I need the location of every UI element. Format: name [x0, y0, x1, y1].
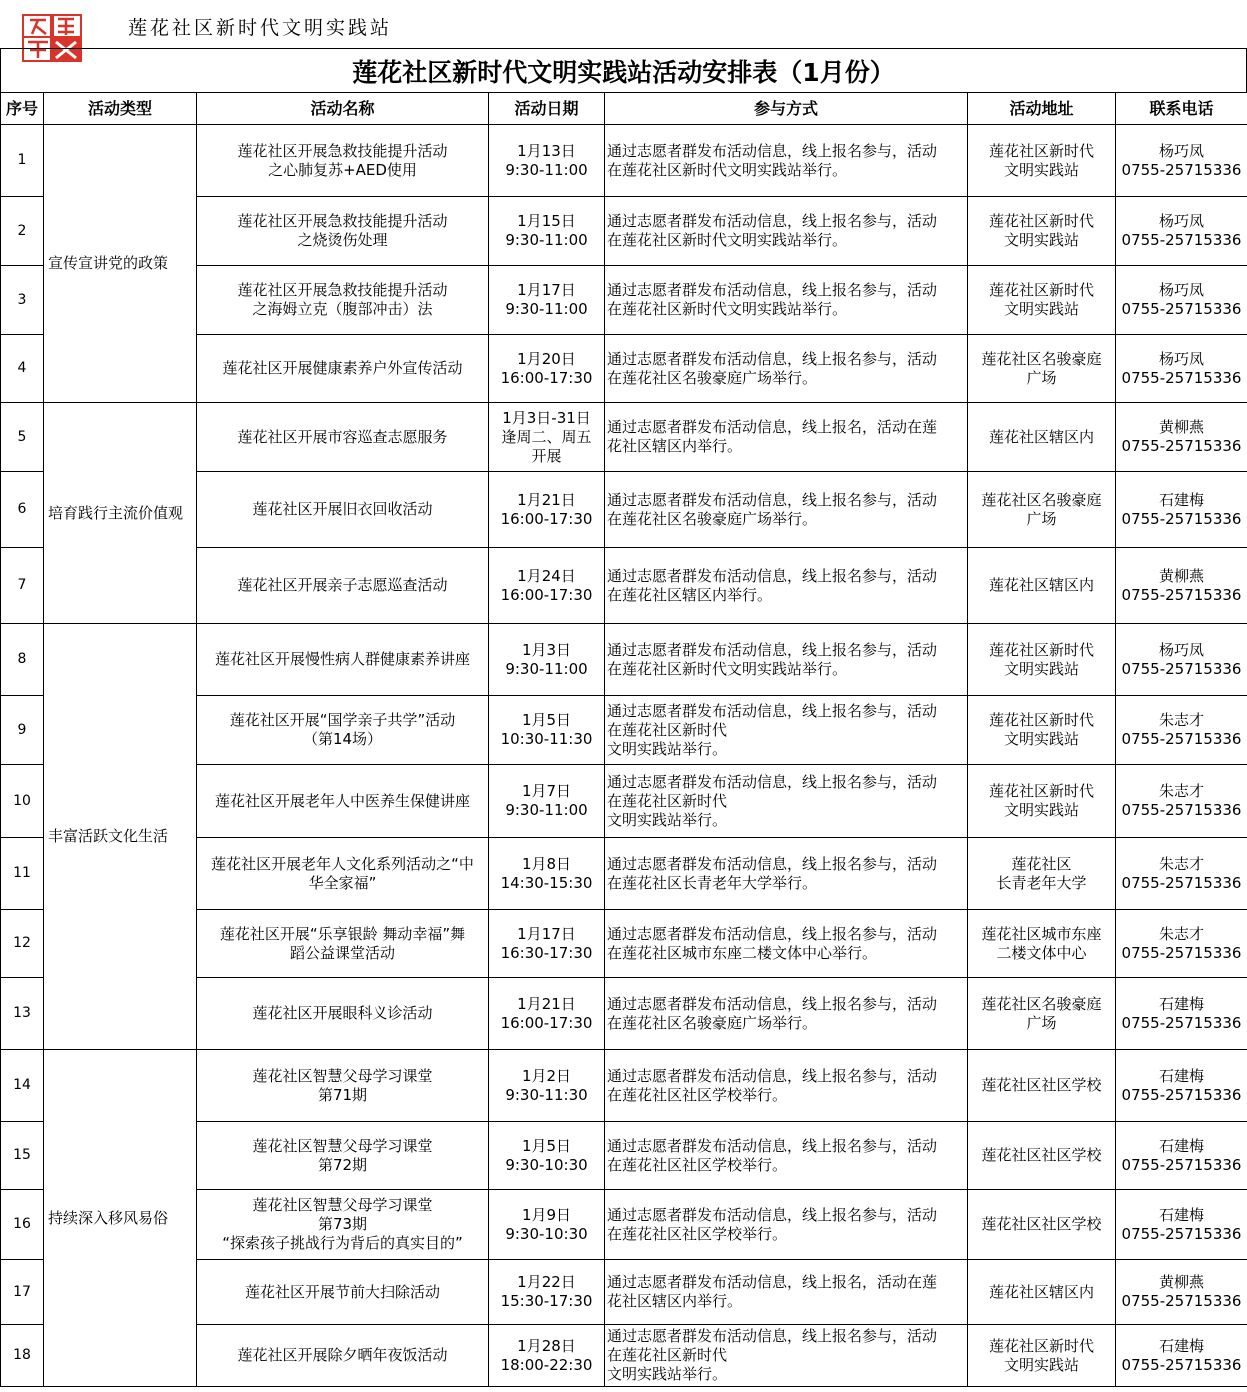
contact-info: 黄柳燕 0755-25715336 — [1116, 1260, 1247, 1325]
participation-method: 通过志愿者群发布活动信息，线上报名参与，活动 在莲花社区名骏豪庭广场举行。 — [605, 335, 968, 403]
contact-info: 朱志才 0755-25715336 — [1116, 765, 1247, 838]
row-number: 3 — [1, 266, 44, 335]
participation-method: 通过志愿者群发布活动信息，线上报名参与，活动 在莲花社区新时代文明实践站举行。 — [605, 197, 968, 266]
participation-method: 通过志愿者群发布活动信息，线上报名参与，活动 在莲花社区新时代 文明实践站举行。 — [605, 765, 968, 838]
activity-date: 1月3日 9:30-11:00 — [489, 624, 605, 696]
column-header: 活动类型 — [44, 93, 197, 125]
activity-date: 1月7日 9:30-11:00 — [489, 765, 605, 838]
row-number: 4 — [1, 335, 44, 403]
activity-place: 莲花社区新时代 文明实践站 — [968, 125, 1116, 197]
contact-info: 杨巧凤 0755-25715336 — [1116, 197, 1247, 266]
page-title: 莲花社区新时代文明实践站活动安排表（1月份） — [0, 48, 1247, 92]
row-number: 7 — [1, 548, 44, 624]
participation-method: 通过志愿者群发布活动信息，线上报名参与，活动 在莲花社区城市东座二楼文体中心举行。 — [605, 910, 968, 978]
activity-name: 莲花社区开展市容巡查志愿服务 — [197, 403, 489, 472]
contact-info: 杨巧凤 0755-25715336 — [1116, 125, 1247, 197]
contact-info: 石建梅 0755-25715336 — [1116, 1325, 1247, 1387]
activity-date: 1月20日 16:00-17:30 — [489, 335, 605, 403]
activity-name: 莲花社区开展旧衣回收活动 — [197, 472, 489, 548]
activity-category: 宣传宣讲党的政策 — [44, 125, 197, 403]
column-header: 活动名称 — [197, 93, 489, 125]
activity-name: 莲花社区开展老年人文化系列活动之“中 华全家福” — [197, 838, 489, 910]
column-header: 参与方式 — [605, 93, 968, 125]
participation-method: 通过志愿者群发布活动信息，线上报名参与，活动 在莲花社区新时代文明实践站举行。 — [605, 624, 968, 696]
table-row — [1, 624, 1247, 696]
table-row — [1, 1050, 1247, 1122]
activity-name: 莲花社区开展老年人中医养生保健讲座 — [197, 765, 489, 838]
activity-place: 莲花社区新时代 文明实践站 — [968, 197, 1116, 266]
activity-date: 1月17日 16:30-17:30 — [489, 910, 605, 978]
contact-info: 石建梅 0755-25715336 — [1116, 472, 1247, 548]
activity-date: 1月5日 10:30-11:30 — [489, 696, 605, 765]
activity-place: 莲花社区新时代 文明实践站 — [968, 266, 1116, 335]
contact-info: 杨巧凤 0755-25715336 — [1116, 624, 1247, 696]
activity-place: 莲花社区社区学校 — [968, 1190, 1116, 1260]
column-header: 联系电话 — [1116, 93, 1247, 125]
activity-date: 1月24日 16:00-17:30 — [489, 548, 605, 624]
participation-method: 通过志愿者群发布活动信息，线上报名，活动在莲 花社区辖区内举行。 — [605, 403, 968, 472]
activity-place: 莲花社区辖区内 — [968, 1260, 1116, 1325]
activity-name: 莲花社区开展除夕晒年夜饭活动 — [197, 1325, 489, 1387]
contact-info: 朱志才 0755-25715336 — [1116, 696, 1247, 765]
activity-place: 莲花社区 长青老年大学 — [968, 838, 1116, 910]
activity-name: 莲花社区智慧父母学习课堂 第71期 — [197, 1050, 489, 1122]
participation-method: 通过志愿者群发布活动信息，线上报名参与，活动 在莲花社区名骏豪庭广场举行。 — [605, 978, 968, 1050]
row-number: 2 — [1, 197, 44, 266]
participation-method: 通过志愿者群发布活动信息，线上报名参与，活动 在莲花社区新时代 文明实践站举行。 — [605, 696, 968, 765]
activity-schedule-table — [0, 92, 1247, 1387]
activity-place: 莲花社区名骏豪庭 广场 — [968, 472, 1116, 548]
activity-name: 莲花社区智慧父母学习课堂 第72期 — [197, 1122, 489, 1190]
table-row — [1, 403, 1247, 472]
activity-place: 莲花社区新时代 文明实践站 — [968, 1325, 1116, 1387]
activity-date: 1月8日 14:30-15:30 — [489, 838, 605, 910]
participation-method: 通过志愿者群发布活动信息，线上报名参与，活动 在莲花社区社区学校举行。 — [605, 1122, 968, 1190]
activity-place: 莲花社区名骏豪庭 广场 — [968, 335, 1116, 403]
activity-category: 持续深入移风易俗 — [44, 1050, 197, 1387]
table-row — [1, 125, 1247, 197]
participation-method: 通过志愿者群发布活动信息，线上报名参与，活动 在莲花社区辖区内举行。 — [605, 548, 968, 624]
row-number: 13 — [1, 978, 44, 1050]
table-header-row — [1, 93, 1247, 125]
activity-name: 莲花社区开展急救技能提升活动 之心肺复苏+AED使用 — [197, 125, 489, 197]
row-number: 17 — [1, 1260, 44, 1325]
activity-date: 1月22日 15:30-17:30 — [489, 1260, 605, 1325]
row-number: 15 — [1, 1122, 44, 1190]
activity-name: 莲花社区开展亲子志愿巡查活动 — [197, 548, 489, 624]
contact-info: 石建梅 0755-25715336 — [1116, 1050, 1247, 1122]
row-number: 9 — [1, 696, 44, 765]
row-number: 6 — [1, 472, 44, 548]
contact-info: 杨巧凤 0755-25715336 — [1116, 266, 1247, 335]
activity-date: 1月2日 9:30-11:30 — [489, 1050, 605, 1122]
activity-category: 培育践行主流价值观 — [44, 403, 197, 624]
activity-place: 莲花社区新时代 文明实践站 — [968, 765, 1116, 838]
activity-place: 莲花社区社区学校 — [968, 1050, 1116, 1122]
contact-info: 朱志才 0755-25715336 — [1116, 838, 1247, 910]
activity-place: 莲花社区辖区内 — [968, 403, 1116, 472]
column-header: 活动地址 — [968, 93, 1116, 125]
page-header — [0, 0, 1247, 48]
row-number: 5 — [1, 403, 44, 472]
contact-info: 朱志才 0755-25715336 — [1116, 910, 1247, 978]
activity-place: 莲花社区社区学校 — [968, 1122, 1116, 1190]
activity-name: 莲花社区开展急救技能提升活动 之海姆立克（腹部冲击）法 — [197, 266, 489, 335]
activity-place: 莲花社区城市东座 二楼文体中心 — [968, 910, 1116, 978]
activity-place: 莲花社区新时代 文明实践站 — [968, 696, 1116, 765]
contact-info: 黄柳燕 0755-25715336 — [1116, 548, 1247, 624]
activity-date: 1月3日-31日 逢周二、周五 开展 — [489, 403, 605, 472]
participation-method: 通过志愿者群发布活动信息，线上报名参与，活动 在莲花社区名骏豪庭广场举行。 — [605, 472, 968, 548]
participation-method: 通过志愿者群发布活动信息，线上报名参与，活动 在莲花社区社区学校举行。 — [605, 1050, 968, 1122]
activity-name: 莲花社区开展健康素养户外宣传活动 — [197, 335, 489, 403]
participation-method: 通过志愿者群发布活动信息，线上报名参与，活动 在莲花社区长青老年大学举行。 — [605, 838, 968, 910]
row-number: 16 — [1, 1190, 44, 1260]
site-name: 莲花社区新时代文明实践站 — [128, 17, 393, 39]
activity-name: 莲花社区开展急救技能提升活动 之烧烫伤处理 — [197, 197, 489, 266]
row-number: 12 — [1, 910, 44, 978]
activity-date: 1月9日 9:30-10:30 — [489, 1190, 605, 1260]
contact-info: 石建梅 0755-25715336 — [1116, 1122, 1247, 1190]
column-header: 活动日期 — [489, 93, 605, 125]
participation-method: 通过志愿者群发布活动信息，线上报名参与，活动 在莲花社区新时代文明实践站举行。 — [605, 266, 968, 335]
row-number: 18 — [1, 1325, 44, 1387]
activity-category: 丰富活跃文化生活 — [44, 624, 197, 1050]
activity-date: 1月5日 9:30-10:30 — [489, 1122, 605, 1190]
participation-method: 通过志愿者群发布活动信息，线上报名参与，活动 在莲花社区新时代文明实践站举行。 — [605, 125, 968, 197]
contact-info: 石建梅 0755-25715336 — [1116, 978, 1247, 1050]
row-number: 1 — [1, 125, 44, 197]
row-number: 11 — [1, 838, 44, 910]
row-number: 10 — [1, 765, 44, 838]
activity-name: 莲花社区开展“乐享银龄 舞动幸福”舞 蹈公益课堂活动 — [197, 910, 489, 978]
activity-date: 1月17日 9:30-11:00 — [489, 266, 605, 335]
activity-name: 莲花社区开展“国学亲子共学”活动 （第14场） — [197, 696, 489, 765]
activity-name: 莲花社区开展眼科义诊活动 — [197, 978, 489, 1050]
contact-info: 黄柳燕 0755-25715336 — [1116, 403, 1247, 472]
contact-info: 杨巧凤 0755-25715336 — [1116, 335, 1247, 403]
activity-date: 1月21日 16:00-17:30 — [489, 978, 605, 1050]
activity-date: 1月21日 16:00-17:30 — [489, 472, 605, 548]
participation-method: 通过志愿者群发布活动信息，线上报名参与，活动 在莲花社区新时代 文明实践站举行。 — [605, 1325, 968, 1387]
activity-place: 莲花社区新时代 文明实践站 — [968, 624, 1116, 696]
activity-date: 1月15日 9:30-11:00 — [489, 197, 605, 266]
activity-name: 莲花社区智慧父母学习课堂 第73期 “探索孩子挑战行为背后的真实目的” — [197, 1190, 489, 1260]
row-number: 8 — [1, 624, 44, 696]
activity-date: 1月13日 9:30-11:00 — [489, 125, 605, 197]
participation-method: 通过志愿者群发布活动信息，线上报名，活动在莲 花社区辖区内举行。 — [605, 1260, 968, 1325]
activity-name: 莲花社区开展慢性病人群健康素养讲座 — [197, 624, 489, 696]
contact-info: 石建梅 0755-25715336 — [1116, 1190, 1247, 1260]
row-number: 14 — [1, 1050, 44, 1122]
participation-method: 通过志愿者群发布活动信息，线上报名参与，活动 在莲花社区社区学校举行。 — [605, 1190, 968, 1260]
activity-place: 莲花社区辖区内 — [968, 548, 1116, 624]
activity-place: 莲花社区名骏豪庭 广场 — [968, 978, 1116, 1050]
column-header: 序号 — [1, 93, 44, 125]
activity-name: 莲花社区开展节前大扫除活动 — [197, 1260, 489, 1325]
activity-date: 1月28日 18:00-22:30 — [489, 1325, 605, 1387]
